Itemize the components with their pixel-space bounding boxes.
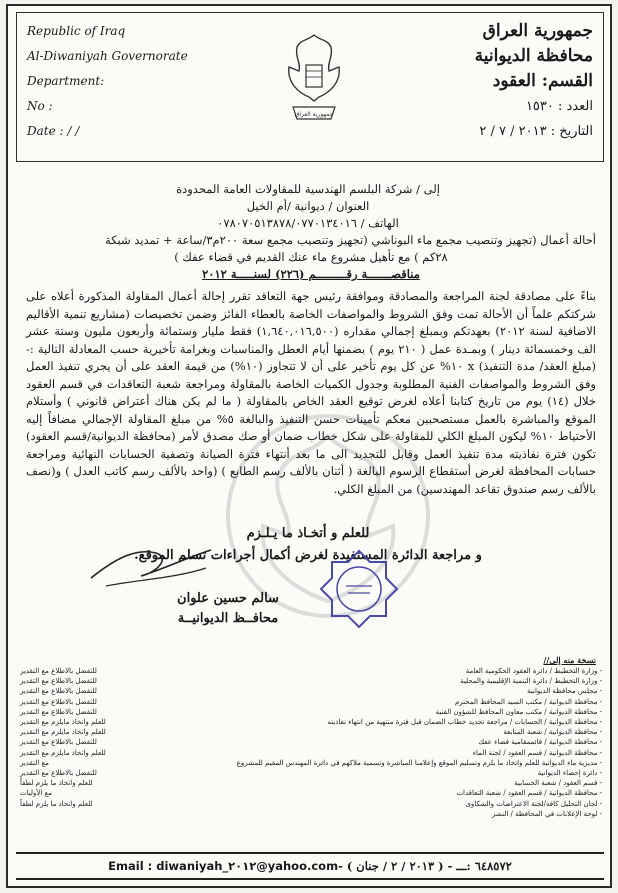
- cc-note: للتفضل بالاطلاع مع التقدير: [20, 697, 97, 706]
- cc-recipient: - مجلس محافظة الديوانية: [527, 687, 602, 696]
- footer-email: Email : diwaniyah_٢٠١٢@yahoo.com: [108, 859, 339, 873]
- cc-item: [20, 809, 602, 819]
- signatory: [158, 589, 298, 629]
- cc-item: [20, 686, 602, 696]
- cc-list: [20, 666, 602, 819]
- cc-item: [20, 778, 602, 788]
- cc-title: نسخة منه إلى//: [543, 655, 596, 665]
- cc-note: للتفضل بالاطلاع مع التقدير: [20, 769, 97, 778]
- header-right-line: جمهورية العراق: [482, 21, 593, 41]
- cc-note: للتفضل بالاطلاع مع التقدير: [20, 667, 97, 675]
- cc-recipient: - لجان التحليل كافة/لجنة الاعتراضات والشكاوى: [465, 799, 602, 808]
- cc-item: [20, 707, 602, 717]
- emblem-label: جمهورية العراق: [294, 111, 334, 118]
- cc-recipient: - محافظة الديوانية / قسم العقود / لجنة الماء: [472, 748, 602, 757]
- cc-recipient: - محافظة الديوانية / شعبة المتابعة: [503, 728, 602, 737]
- cc-item: [20, 799, 602, 809]
- cc-item: [20, 788, 602, 798]
- cc-note: للعلم واتخاذ ما يلزم لطفاً: [20, 779, 93, 788]
- iraq-emblem-icon: [279, 27, 349, 142]
- subject: [26, 232, 596, 283]
- subject-line: أحالة أعمال (تجهيز وتنصيب مجمع ماء البوناشي (تجهيز وتنصيب مجمع سعة ٢٠٠م٣/ساعة + تمديد شبكة: [104, 233, 596, 247]
- header-right-line: القسم: العقود: [492, 71, 593, 91]
- header-left-line: Republic of Iraq: [27, 24, 126, 38]
- recipient-address: العنوان / ديوانية /أم الخيل: [246, 199, 370, 213]
- cc-recipient: - دائرة إحصاء الديوانية: [537, 769, 602, 778]
- cc-item: [20, 758, 602, 768]
- header-left-line: No :: [27, 99, 53, 113]
- cc-recipient: - محافظة الديوانية / قائممقامية قضاء عفك: [478, 738, 602, 747]
- cc-recipient: - محافظة الديوانية / قسم العقود / شعبة التعاقدات: [456, 789, 602, 798]
- cc-note: للعلم واتخاذ مايلزم مع التقدير: [20, 728, 106, 737]
- cc-item: [20, 676, 602, 686]
- cc-recipient: - لوحة الإعلانات في المحافظة / النشر: [492, 809, 602, 818]
- header-right-line: العدد : ١٥٣٠: [525, 99, 593, 114]
- cc-note: للتفضل بالاطلاع مع التقدير: [20, 677, 97, 686]
- cc-recipient: - مديرية ماء الديوانية للعلم واتخاذ ما يلزم وتسليم الموقع وإعلامنا المباشرة وتسمية ملاكهم في دائرة المهندس المقيم للمشروع: [236, 758, 602, 767]
- subject-line: ٢٨كم ) مع تأهيل مشروع ماء عنك القديم في قضاء عفك ): [174, 250, 448, 264]
- cc-item: [20, 727, 602, 737]
- header-left-line: Date : / /: [27, 124, 80, 138]
- handwritten-signature-icon: [86, 538, 216, 593]
- tender-number: مناقصـــــــة رقـــــــــم (٢٢٦) لسنـــــة ٢٠١٢: [202, 267, 420, 281]
- cc-item: [20, 737, 602, 747]
- cc-recipient: - قسم العقود / شعبة الحسابية: [514, 779, 602, 788]
- closing-line: و مراجعة الدائرة المستفيدة لغرض أكمال أجراءات تسلم الموقع.: [134, 548, 482, 563]
- cc-recipient: - محافظة الديوانية / مكتب السيد المحافظ المحترم: [454, 697, 602, 706]
- cc-note: للعلم واتخاذ مايلزم مع التقدير: [20, 748, 106, 757]
- cc-item: [20, 666, 602, 676]
- header-right-line: محافظة الديوانية: [474, 46, 593, 66]
- cc-recipient: - وزارة التخطيط / دائرة التنمية الإقليمية والمحلية: [460, 677, 602, 686]
- footer-phones: - ( ٢٠١٣ / ٢ / جنان ) - ٦٤٨٥٧٢ :ـــ: [338, 859, 512, 873]
- cc-recipient: - محافظة الديوانية / الحسابات / مراجعة تجديد خطاب الضمان قبل فترة منتهية من انتهاء نفاذيته: [327, 718, 602, 727]
- letter-body: بناءً على مصادقة لجنة المراجعة والمصادقة وموافقة رئيس جهة التعاقد تقرر إحالة أعمال المقاولة المذكورة أعلاه على شركتكم علماً أن الأحالة تمت وفق الشروط والمواصفات الخاصة بالعطاء الفائز وضمن تخصيصات (مشاريع تنمية الأقاليم الاضافية لسنة ٢٠١٢) بعهدتكم وبمبلغ إجمالي مقداره (١,٦٤٠,٠١٦,٥٠٠) فقط مليار وستمائة وأربعون مليون وستة عشر الف وخمسمائة دينار ) وبمـدة عمل ( ٢١٠ يوم ) بضمنها أيام العطل والمناسبات وبغرامة تأخيرية حسب المعادلة التالية :- (مبلغ العقد/ مدة التنفيذ) x ١٠% عن كل يوم تأخير على أن لا تتجاوز (١٠%) من قيمة العقد على أن يجري تنفيذ العمل وفق الشروط والمواصفات الفنية المطلوبة وجدول الكميات الخاصة بالمقاولة ومراجعة شعبة التعاقدات في قسم العقود خلال (١٤) يوم من تاريخ كتابنا أعلاه لغرض توقيع العقد الخاص بالمقاولة ( ما لم يكن هناك أعتراض قانوني ) وأستلام الموقع والمباشرة بالعمل مستصحبين معكم تأمينات حسن التنفيذ والبالغة ٥% من مبلغ المقاولة الإجمالي مضافاً إليه الأحتياط ١٠% ليكون المبلغ الكلي للمقاولة على شكل خطاب ضمان أو صك مصدق لأمر (محافظة الديوانية/قسم العقود) تكون فترة نفاذيته مدة تنفيذ العمل وقابل للتجديد الى ما بعد أنتهاء فترة الصيانة وتصفية الحسابات النهائية ومراجعة حسابات المحافظة لغرض أستقطاع الرسوم البالغة ( أثنان بالألف رسم الطابع ) (واحد بالألف رسم كاتب العدل ) و(نصف بالألف رسم صندوق تقاعد المهندسين) من المبلغ الكلي.: [26, 289, 597, 496]
- cc-note: مع الأوليات: [20, 789, 52, 798]
- cc-note: للتفضل بالاطلاع مع التقدير: [20, 738, 97, 747]
- official-stamp-icon: [318, 548, 400, 630]
- closing-line: للعلم و أتخـاذ ما يـلـزم: [246, 526, 370, 541]
- cc-note: مع التقدير: [20, 758, 49, 767]
- cc-note: للتفضل بالاطلاع مع التقدير: [20, 707, 97, 716]
- letterhead: [16, 12, 604, 162]
- recipient-phone: الهاتف / ٠٧٨٠٧٠٥١٣٨٧٨/٠٧٧٠١٣٤٠١٦: [217, 216, 399, 230]
- signatory-name: سالم حسين علوان: [177, 591, 279, 606]
- cc-item: [20, 697, 602, 707]
- cc-item: [20, 717, 602, 727]
- header-right-line: التاريخ : ٢٠١٣ / ٧ / ٢: [479, 124, 593, 139]
- signatory-title: محافــظ الديوانيــة: [177, 611, 279, 626]
- cc-note: للتفضل بالاطلاع مع التقدير: [20, 687, 97, 696]
- cc-note: للعلم واتخاذ ما يلزم لطفاً: [20, 799, 93, 808]
- cc-recipient: - وزارة التخطيط / دائرة العقود الحكومية العامة: [465, 667, 602, 675]
- letterhead-arabic: [475, 19, 593, 144]
- letter-page: [6, 4, 612, 888]
- header-left-line: Al-Diwaniyah Governorate: [27, 49, 188, 63]
- header-left-line: Department:: [27, 74, 105, 88]
- recipient: إلى / شركة البلسم الهندسية للمقاولات العامة المحدودة: [176, 182, 440, 196]
- cc-note: للعلم واتخاذ مايلزم مع التقدير: [20, 718, 106, 727]
- cc-item: [20, 748, 602, 758]
- letterhead-english: [27, 19, 188, 144]
- footer: [16, 852, 604, 880]
- cc-item: [20, 768, 602, 778]
- cc-recipient: - محافظة الديوانية / مكتب معاون المحافظ للشؤون الفنية: [435, 707, 602, 716]
